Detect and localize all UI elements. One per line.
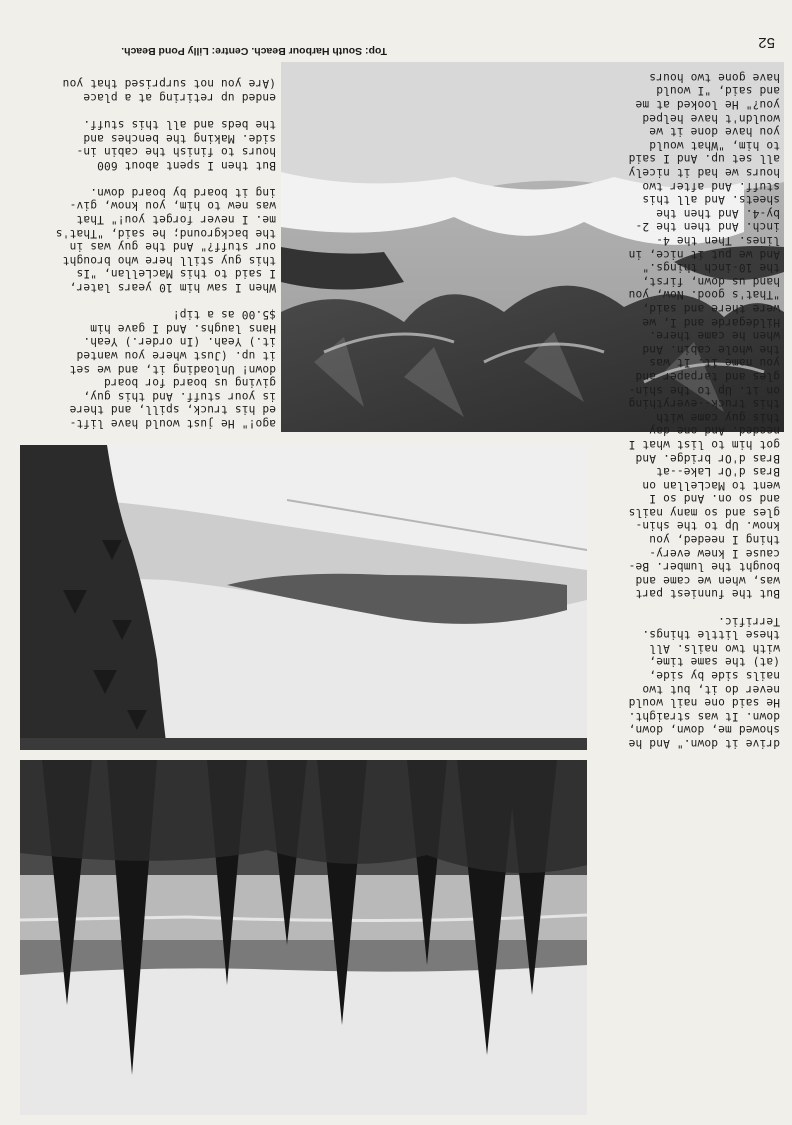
text-line: down! Unloading it, and we set — [69, 362, 276, 376]
text-line: and so on. And so I — [649, 492, 780, 506]
text-line: these little things. — [642, 628, 780, 642]
text-line: ago!" He just would have lift- — [69, 417, 276, 430]
text-line — [14, 104, 276, 118]
text-line: by-4. And then the — [656, 206, 780, 220]
text-line: He said one nail would — [628, 696, 780, 710]
text-line: were there and said, — [642, 302, 780, 315]
text-line: inch. And then the 2- — [635, 220, 780, 234]
text-line: (Are you not surprised that you — [62, 77, 276, 91]
text-line — [14, 172, 276, 186]
text-line: Hildegarde and I, we — [642, 315, 780, 329]
text-line: you have done it we — [649, 125, 780, 139]
text-line: ing it board by board down. — [90, 185, 276, 199]
text-line: And we put it nice, in — [628, 247, 780, 261]
text-line: was new to him, you know, giv- — [69, 199, 276, 213]
text-line: this guy came with — [656, 410, 780, 424]
text-line: wouldn't have helped — [642, 111, 780, 125]
text-line: all set up. And I said — [628, 152, 780, 166]
text-line: me. I never forget you!" That — [76, 213, 276, 227]
text-line: (at) the same time, — [649, 655, 780, 669]
beach-headland-image — [20, 445, 587, 750]
text-line: with two nails. All — [649, 641, 780, 655]
text-line: the whole cabin. And — [642, 342, 780, 356]
text-line — [590, 600, 780, 614]
text-line: hand us down, first, — [642, 274, 780, 288]
text-line: it.) Yeah. (In order.) Yeah. — [83, 335, 276, 349]
text-line: know. Up to the shin- — [635, 519, 780, 533]
text-line: drive it down." And he — [628, 737, 780, 750]
text-line: Terrific. — [718, 614, 780, 628]
photo-caption: Top: South Harbour Beach. Centre: Lilly Pond Beach. — [121, 45, 387, 57]
text-line: showed me, down, down, — [628, 723, 780, 737]
text-line: bought the lumber. Be- — [628, 560, 780, 574]
text-line: have gone two hours — [649, 70, 780, 84]
text-line: you?" He looked at me — [635, 98, 780, 112]
text-line: giving us board for board — [103, 376, 276, 390]
text-line: $5.00 as a tip! — [172, 308, 276, 322]
photo-bottom — [20, 760, 587, 1115]
text-line: sheets. And all this — [642, 193, 780, 207]
text-line: this truck--everything — [628, 397, 780, 411]
text-line: hours we had it nicely — [628, 166, 780, 180]
text-line: But then I spent about 600 — [96, 158, 276, 172]
text-line — [14, 294, 276, 308]
text-line: gles and so many nails — [628, 505, 780, 519]
text-line: on it. Up to the shin- — [628, 383, 780, 397]
text-line: this guy still here who brought — [62, 253, 276, 267]
page-number: 52 — [758, 34, 775, 51]
text-line: was, when we came and — [635, 573, 780, 587]
text-line: side. Making the benches and — [83, 131, 276, 145]
text-line: thing I needed, you — [649, 533, 780, 547]
text-line: never do it, but two — [642, 682, 780, 696]
text-line: to him, "What would — [649, 138, 780, 152]
text-line: the beds and all this stuff. — [83, 117, 276, 131]
text-column-left — [590, 70, 780, 750]
text-line: went to MacLellan on — [642, 478, 780, 492]
text-line: hours to finish the cabin in- — [76, 145, 276, 159]
text-line: and said, "I would — [656, 84, 780, 98]
text-line: cause I knew every- — [649, 546, 780, 560]
text-line: But the funniest part — [635, 587, 780, 601]
text-line: the background; he said, "That's — [55, 226, 276, 240]
text-line: Bras d'Or Lake--at — [656, 465, 780, 479]
text-line: it up. (Just where you wanted — [76, 349, 276, 363]
text-line: ed his truck, spill, and there — [69, 403, 276, 417]
photo-centre — [20, 445, 587, 750]
text-line: down. It was straight. — [628, 709, 780, 723]
text-line: gles and tarpaper and — [635, 369, 780, 383]
text-line: lines. Then the 4- — [656, 234, 780, 248]
text-line: ended up retiring at a place — [83, 90, 276, 104]
text-line: Hans laughs. And I gave him — [90, 321, 276, 335]
text-line: when he came there. — [649, 329, 780, 343]
text-line: stuff. And after two — [642, 179, 780, 193]
text-line: Bras d'Or bridge. And — [635, 451, 780, 465]
pond-trees-image — [20, 760, 587, 1115]
text-line: I said to this MacLellan, "Is — [76, 267, 276, 281]
text-line: the 10-inch things." — [642, 261, 780, 275]
text-line: got him to list what I — [628, 437, 780, 451]
text-column-right-of-top-photo — [14, 77, 276, 430]
text-line: nails side by side, — [649, 669, 780, 683]
text-line: our stuff?" And the guy was in — [69, 240, 276, 254]
text-line: you name it. It was — [649, 356, 780, 370]
text-line: "That's good. Now, you — [628, 288, 780, 302]
text-line: needed. And one day — [649, 424, 780, 438]
text-line: is your stuff. And this guy, — [83, 389, 276, 403]
text-line: When I saw him 10 years later, — [69, 281, 276, 295]
